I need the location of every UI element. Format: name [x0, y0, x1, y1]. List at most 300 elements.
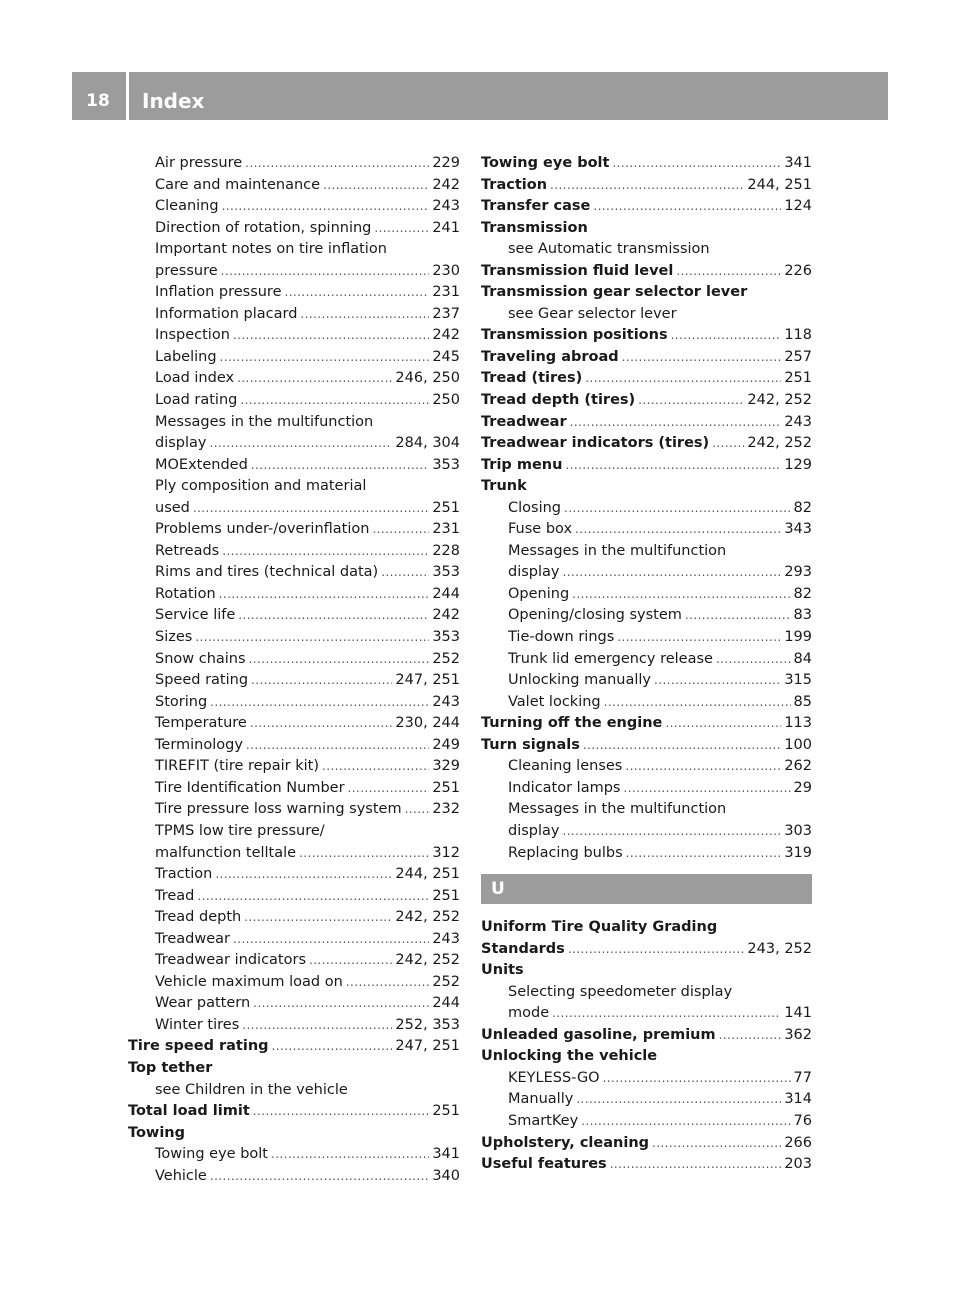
index-subentry: [128, 670, 460, 692]
leader-dots: [623, 778, 790, 800]
entry-label: Transmission: [481, 219, 588, 236]
section-title: Index: [142, 89, 205, 113]
page-ref: 82: [793, 499, 812, 516]
page-number: 18: [86, 91, 110, 111]
index-subentry: [128, 304, 460, 326]
index-column-left: [128, 153, 460, 1187]
entry-label: Messages in the multifunction: [508, 801, 727, 818]
page-ref: 249: [432, 736, 460, 753]
index-subentry: [128, 519, 460, 541]
index-subentry: [128, 692, 460, 714]
entry-label: Towing: [128, 1124, 185, 1141]
leader-dots: [219, 584, 430, 606]
leader-dots: [665, 713, 781, 735]
entry-label: Rotation: [155, 585, 216, 602]
index-subentry: [128, 950, 460, 972]
index-entry: [481, 455, 812, 477]
entry-label: display: [508, 822, 560, 839]
page-ref: 231: [432, 521, 460, 538]
entry-label: Ply composition and material: [155, 478, 367, 495]
index-subentry: [128, 1166, 460, 1188]
leader-dots: [716, 649, 791, 671]
entry-label: Tie-down rings: [508, 629, 615, 646]
page-ref: 113: [784, 715, 812, 732]
index-subentry: [481, 778, 812, 800]
leader-dots: [405, 799, 430, 821]
page-ref: 247, 251: [395, 1038, 460, 1055]
entry-label: Useful features: [481, 1156, 607, 1173]
page-ref: 199: [784, 629, 812, 646]
entry-label: KEYLESS-GO: [508, 1069, 600, 1086]
index-subentry: [128, 864, 460, 886]
index-subentry: [128, 907, 460, 929]
index-entry: [481, 368, 812, 390]
entry-label: mode: [508, 1005, 550, 1022]
index-subentry: [128, 541, 460, 563]
page-ref: 82: [793, 585, 812, 602]
page-ref: 242: [432, 327, 460, 344]
page-ref: 230, 244: [395, 715, 460, 732]
index-entry: [481, 325, 812, 347]
leader-dots: [238, 605, 429, 627]
index-subentry: [481, 843, 812, 865]
page-ref: 303: [784, 822, 812, 839]
page-ref: 244: [432, 585, 460, 602]
leader-dots: [299, 843, 429, 865]
index-entry: [481, 939, 812, 961]
entry-label: Speed rating: [155, 672, 249, 689]
page-ref: 252: [432, 650, 460, 667]
entry-label: Units: [481, 962, 524, 979]
entry-label: Temperature: [155, 715, 247, 732]
entry-label: Direction of rotation, spinning: [155, 219, 372, 236]
page-ref: 231: [432, 284, 460, 301]
entry-label: Unlocking manually: [508, 672, 652, 689]
entry-label: Traveling abroad: [481, 348, 619, 365]
leader-dots: [585, 368, 781, 390]
index-subentry: [481, 562, 812, 584]
index-subentry: [128, 390, 460, 412]
index-entry: [481, 1133, 812, 1155]
page-ref: 228: [432, 542, 460, 559]
leader-dots: [253, 1101, 430, 1123]
leader-dots: [671, 325, 782, 347]
index-entry: [481, 960, 812, 982]
page-ref: 29: [793, 779, 812, 796]
index-subentry: [128, 433, 460, 455]
page-ref: 257: [784, 348, 812, 365]
entry-label: Trunk lid emergency release: [508, 650, 713, 667]
page-ref: 312: [432, 844, 460, 861]
entry-label: see Children in the vehicle: [155, 1081, 348, 1098]
page-ref: 243, 252: [747, 940, 812, 957]
entry-label: Fuse box: [508, 521, 573, 538]
page-ref: 245: [432, 348, 460, 365]
entry-label: Unleaded gasoline, premium: [481, 1026, 716, 1043]
page-ref: 329: [432, 758, 460, 775]
entry-label: TPMS low tire pressure/: [155, 822, 325, 839]
entry-label: Cleaning: [155, 198, 219, 215]
page-ref: 243: [432, 198, 460, 215]
index-entry: [481, 1154, 812, 1176]
entry-label: see Gear selector lever: [508, 305, 677, 322]
index-subentry: [128, 735, 460, 757]
index-subentry: [128, 584, 460, 606]
leader-dots: [622, 347, 782, 369]
leader-dots: [626, 843, 782, 865]
index-entry: [481, 196, 812, 218]
index-column-right: [481, 153, 812, 1176]
leader-dots: [576, 1089, 781, 1111]
index-subentry: [481, 498, 812, 520]
leader-dots: [565, 455, 781, 477]
entry-label: Manually: [508, 1091, 574, 1108]
index-entry: [128, 1101, 460, 1123]
index-subentry: [128, 282, 460, 304]
leader-dots: [719, 1025, 782, 1047]
leader-dots: [676, 261, 781, 283]
leader-dots: [251, 455, 430, 477]
leader-dots: [221, 261, 430, 283]
index-subentry: [128, 993, 460, 1015]
index-subentry: [481, 821, 812, 843]
leader-dots: [552, 1003, 781, 1025]
entry-label: Tread depth (tires): [481, 392, 636, 409]
page-ref: 343: [784, 521, 812, 538]
entry-label: used: [155, 499, 190, 516]
index-subentry: [481, 756, 812, 778]
entry-label: see Automatic transmission: [508, 241, 710, 258]
entry-label: Care and maintenance: [155, 176, 321, 193]
entry-label: Unlocking the vehicle: [481, 1048, 658, 1065]
index-subentry: [128, 455, 460, 477]
leader-dots: [210, 1166, 429, 1188]
page-ref: 293: [784, 564, 812, 581]
index-entry: [481, 347, 812, 369]
entry-label: Vehicle: [155, 1167, 207, 1184]
index-subentry: [481, 304, 812, 326]
index-subentry: [128, 218, 460, 240]
leader-dots: [250, 713, 393, 735]
leader-dots: [346, 972, 430, 994]
leader-dots: [245, 153, 429, 175]
index-subentry: [481, 692, 812, 714]
leader-dots: [300, 304, 429, 326]
entry-label: Tread depth: [155, 909, 242, 926]
entry-label: Opening: [508, 585, 570, 602]
entry-label: Wear pattern: [155, 995, 251, 1012]
page-ref: 230: [432, 262, 460, 279]
entry-label: Transmission fluid level: [481, 262, 674, 279]
index-subentry: [128, 153, 460, 175]
leader-dots: [568, 939, 745, 961]
page-ref: 251: [432, 499, 460, 516]
leader-dots: [638, 390, 744, 412]
entry-label: display: [508, 564, 560, 581]
entry-label: Treadwear indicators: [155, 952, 306, 969]
entry-label: Load rating: [155, 392, 238, 409]
page-ref: 100: [784, 736, 812, 753]
entry-label: Load index: [155, 370, 235, 387]
leader-dots: [251, 670, 392, 692]
leader-dots: [322, 756, 429, 778]
page-ref: 251: [432, 779, 460, 796]
index-entry: [481, 175, 812, 197]
page-ref: 252: [432, 973, 460, 990]
leader-dots: [233, 929, 429, 951]
page-ref: 341: [784, 155, 812, 171]
page-ref: 362: [784, 1026, 812, 1043]
index-subentry: [128, 929, 460, 951]
entry-label: Trip menu: [481, 456, 563, 473]
leader-dots: [563, 562, 782, 584]
header-divider: [126, 72, 129, 120]
leader-dots: [593, 196, 781, 218]
page-ref: 243: [784, 413, 812, 430]
index-subentry: [481, 605, 812, 627]
index-subentry: [128, 498, 460, 520]
leader-dots: [564, 498, 791, 520]
page-ref: 250: [432, 392, 460, 409]
entry-label: Information placard: [155, 305, 298, 322]
leader-dots: [652, 1133, 781, 1155]
page-ref: 315: [784, 672, 812, 689]
page-ref: 203: [784, 1156, 812, 1173]
entry-label: Uniform Tire Quality Grading: [481, 919, 718, 936]
leader-dots: [244, 907, 392, 929]
leader-dots: [583, 735, 781, 757]
entry-label: Cleaning lenses: [508, 758, 623, 775]
page-ref: 83: [793, 607, 812, 624]
leader-dots: [220, 347, 430, 369]
leader-dots: [550, 175, 744, 197]
index-entry: [481, 433, 812, 455]
leader-dots: [222, 541, 429, 563]
page-ref: 251: [432, 1103, 460, 1120]
entry-label: Inflation pressure: [155, 284, 282, 301]
index-entry: [481, 1046, 812, 1068]
index-entry: [481, 153, 812, 175]
leader-dots: [575, 519, 781, 541]
entry-label: Traction: [155, 866, 213, 883]
leader-dots: [222, 196, 430, 218]
entry-label: Traction: [481, 176, 548, 193]
entry-label: TIREFIT (tire repair kit): [155, 758, 320, 775]
page-ref: 242, 252: [747, 392, 812, 409]
page-ref: 243: [432, 930, 460, 947]
page-ref: 237: [432, 305, 460, 322]
index-entry: [481, 917, 812, 939]
entry-label: Towing eye bolt: [155, 1146, 268, 1163]
entry-label: Total load limit: [128, 1103, 250, 1120]
entry-label: Problems under-/overinflation: [155, 521, 370, 538]
entry-label: Valet locking: [508, 693, 601, 710]
page-ref: 314: [784, 1091, 812, 1108]
index-subentry: [128, 368, 460, 390]
entry-label: pressure: [155, 262, 218, 279]
page-ref: 129: [784, 456, 812, 473]
leader-dots: [285, 282, 430, 304]
entry-label: Turn signals: [481, 736, 580, 753]
letter-heading: U: [481, 874, 812, 904]
entry-label: Rims and tires (technical data): [155, 564, 379, 581]
page-ref: 242, 252: [395, 952, 460, 969]
leader-dots: [237, 368, 392, 390]
page-ref: 118: [784, 327, 812, 344]
leader-dots: [348, 778, 430, 800]
index-subentry: [128, 1080, 460, 1102]
entry-label: SmartKey: [508, 1112, 579, 1129]
entry-label: Replacing bulbs: [508, 844, 623, 861]
page-ref: 242: [432, 176, 460, 193]
index-subentry: [128, 605, 460, 627]
index-subentry: [128, 325, 460, 347]
index-subentry: [481, 1111, 812, 1133]
index-subentry: [481, 627, 812, 649]
index-subentry: [128, 778, 460, 800]
entry-label: Standards: [481, 940, 565, 957]
index-entry: [128, 1036, 460, 1058]
index-entry: [481, 261, 812, 283]
index-subentry: [128, 799, 460, 821]
index-subentry: [128, 756, 460, 778]
index-subentry: [481, 1003, 812, 1025]
page-ref: 252, 353: [395, 1016, 460, 1033]
page-ref: 319: [784, 844, 812, 861]
entry-label: Labeling: [155, 348, 217, 365]
index-entry: [481, 1025, 812, 1047]
index-subentry: [481, 1068, 812, 1090]
index-subentry: [128, 821, 460, 843]
leader-dots: [242, 1015, 392, 1037]
entry-label: Upholstery, cleaning: [481, 1134, 650, 1151]
index-subentry: [481, 519, 812, 541]
index-subentry: [128, 886, 460, 908]
leader-dots: [193, 498, 429, 520]
entry-label: Tread (tires): [481, 370, 583, 387]
index-entry: [481, 713, 812, 735]
index-entry: [481, 218, 812, 240]
page-ref: 353: [432, 456, 460, 473]
index-subentry: [481, 1089, 812, 1111]
page-ref: 353: [432, 629, 460, 646]
leader-dots: [581, 1111, 790, 1133]
index-subentry: [128, 627, 460, 649]
page-ref: 246, 250: [395, 370, 460, 387]
index-subentry: [128, 196, 460, 218]
page-ref: 232: [432, 801, 460, 818]
index-subentry: [481, 799, 812, 821]
page-ref: 251: [432, 887, 460, 904]
index-subentry: [481, 541, 812, 563]
page-ref: 77: [793, 1069, 812, 1086]
index-entry: [481, 735, 812, 757]
index-subentry: [481, 670, 812, 692]
index-subentry: [128, 175, 460, 197]
page-ref: 243: [432, 693, 460, 710]
index-subentry: [128, 476, 460, 498]
index-subentry: [128, 412, 460, 434]
index-subentry: [128, 972, 460, 994]
leader-dots: [249, 649, 430, 671]
entry-label: Transfer case: [481, 198, 591, 215]
entry-label: Top tether: [128, 1059, 213, 1076]
page-ref: 226: [784, 262, 812, 279]
leader-dots: [233, 325, 429, 347]
page-ref: 76: [793, 1112, 812, 1129]
entry-label: Trunk: [481, 478, 527, 495]
page-ref: 262: [784, 758, 812, 775]
index-subentry: [481, 982, 812, 1004]
index-subentry: [128, 261, 460, 283]
page-ref: 247, 251: [395, 672, 460, 689]
leader-dots: [617, 627, 781, 649]
page-ref: 242, 252: [395, 909, 460, 926]
leader-dots: [253, 993, 429, 1015]
index-subentry: [128, 562, 460, 584]
entry-label: Closing: [508, 499, 562, 516]
index-subentry: [481, 584, 812, 606]
page-ref: 244: [432, 995, 460, 1012]
page-ref: 266: [784, 1134, 812, 1151]
index-entry: [128, 1058, 460, 1080]
entry-label: Tire speed rating: [128, 1038, 269, 1055]
index-entry: [128, 1123, 460, 1145]
entry-label: Towing eye bolt: [481, 155, 610, 171]
leader-dots: [210, 692, 429, 714]
leader-dots: [712, 433, 744, 455]
leader-dots: [654, 670, 781, 692]
page-ref: 340: [432, 1167, 460, 1184]
entry-label: Opening/closing system: [508, 607, 682, 624]
page-ref: 229: [432, 155, 460, 171]
leader-dots: [195, 627, 429, 649]
page-ref: 85: [793, 693, 812, 710]
leader-dots: [374, 218, 429, 240]
page-ref: 241: [432, 219, 460, 236]
entry-label: Important notes on tire inflation: [155, 241, 387, 258]
leader-dots: [197, 886, 429, 908]
leader-dots: [603, 1068, 791, 1090]
entry-label: Treadwear indicators (tires): [481, 435, 710, 452]
entry-label: Tire pressure loss warning system: [155, 801, 402, 818]
entry-label: Tread: [155, 887, 195, 904]
leader-dots: [246, 735, 429, 757]
leader-dots: [610, 1154, 782, 1176]
page-ref: 353: [432, 564, 460, 581]
entry-label: MOExtended: [155, 456, 248, 473]
entry-label: Terminology: [155, 736, 243, 753]
entry-label: Messages in the multifunction: [508, 542, 727, 559]
index-subentry: [481, 239, 812, 261]
leader-dots: [372, 519, 429, 541]
index-subentry: [128, 1144, 460, 1166]
leader-dots: [572, 584, 790, 606]
leader-dots: [381, 562, 429, 584]
page-ref: 244, 251: [747, 176, 812, 193]
leader-dots: [612, 153, 781, 175]
entry-label: Retreads: [155, 542, 220, 559]
leader-dots: [272, 1036, 393, 1058]
page-ref: 251: [784, 370, 812, 387]
leader-dots: [271, 1144, 429, 1166]
entry-label: Sizes: [155, 629, 193, 646]
entry-label: malfunction telltale: [155, 844, 297, 861]
index-subentry: [128, 713, 460, 735]
entry-label: Tire Identification Number: [155, 779, 345, 796]
leader-dots: [309, 950, 392, 972]
entry-label: Turning off the engine: [481, 715, 663, 732]
